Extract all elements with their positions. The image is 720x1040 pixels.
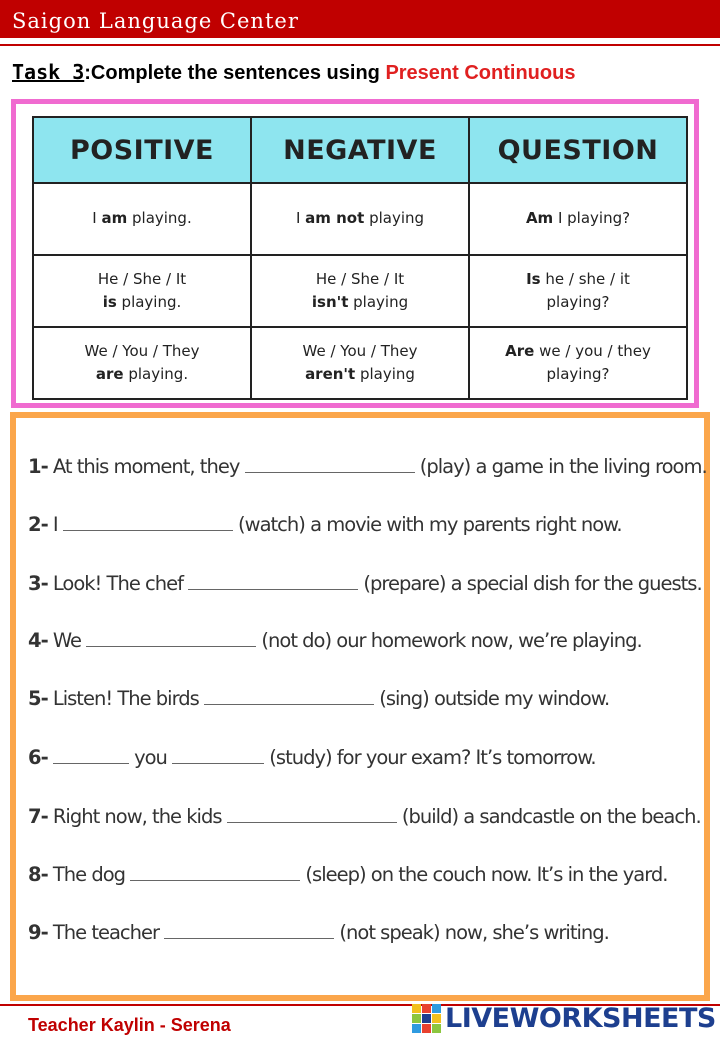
- task-instruction: Complete the sentences using: [90, 62, 386, 84]
- task-tense: Present Continuous: [385, 62, 576, 84]
- cell-question: Am I playing?: [469, 183, 687, 255]
- cell-question: Is he / she / it playing?: [469, 255, 687, 327]
- answer-blank[interactable]: [86, 630, 256, 647]
- grammar-table: [32, 116, 688, 400]
- cell-negative: He / She / It isn't playing: [251, 255, 469, 327]
- answer-blank[interactable]: [63, 514, 233, 531]
- answer-blank[interactable]: [164, 922, 334, 939]
- grammar-row: [33, 327, 687, 399]
- answer-blank[interactable]: [130, 864, 300, 881]
- exercise-item: 8- The dog (sleep) on the couch now. It’s in the yard.: [28, 863, 668, 886]
- header-bar: [0, 0, 720, 38]
- task-heading: [12, 60, 575, 85]
- cell-negative: We / You / They aren't playing: [251, 327, 469, 399]
- answer-blank[interactable]: [204, 688, 374, 705]
- exercise-item: 3- Look! The chef (prepare) a special dish for the guests.: [28, 572, 702, 595]
- teacher-credit: Teacher Kaylin - Serena: [28, 1015, 231, 1035]
- answer-blank[interactable]: [172, 747, 264, 764]
- answer-blank[interactable]: [227, 806, 397, 823]
- header-divider: [0, 44, 720, 46]
- school-name: Saigon Language Center: [12, 9, 299, 33]
- header-question: QUESTION: [469, 117, 687, 183]
- exercise-item: 1- At this moment, they (play) a game in the living room.: [28, 455, 707, 478]
- task-colon: :: [84, 62, 91, 84]
- logo-text: LIVEWORKSHEETS: [445, 1002, 716, 1034]
- grammar-header-row: [33, 117, 687, 183]
- cell-question: Are we / you / they playing?: [469, 327, 687, 399]
- exercise-item: 6- you (study) for your exam? It’s tomorrow.: [28, 746, 596, 769]
- task-label: Task 3: [12, 60, 85, 84]
- exercise-item: 2- I (watch) a movie with my parents right now.: [28, 513, 622, 536]
- cell-positive: We / You / They are playing.: [33, 327, 251, 399]
- cell-positive: I am playing.: [33, 183, 251, 255]
- exercise-item: 5- Listen! The birds (sing) outside my window.: [28, 687, 610, 710]
- cell-negative: I am not playing: [251, 183, 469, 255]
- header-negative: NEGATIVE: [251, 117, 469, 183]
- answer-blank[interactable]: [245, 456, 415, 473]
- logo-mark-icon: [412, 1004, 441, 1033]
- cell-positive: He / She / It is playing.: [33, 255, 251, 327]
- liveworksheets-logo: [412, 1003, 716, 1033]
- grammar-row: [33, 183, 687, 255]
- exercise-item: 7- Right now, the kids (build) a sandcastle on the beach.: [28, 805, 701, 828]
- exercise-item: 4- We (not do) our homework now, we’re playing.: [28, 629, 642, 652]
- header-positive: POSITIVE: [33, 117, 251, 183]
- grammar-row: [33, 255, 687, 327]
- answer-blank[interactable]: [188, 573, 358, 590]
- exercise-item: 9- The teacher (not speak) now, she’s writing.: [28, 921, 609, 944]
- answer-blank[interactable]: [53, 747, 129, 764]
